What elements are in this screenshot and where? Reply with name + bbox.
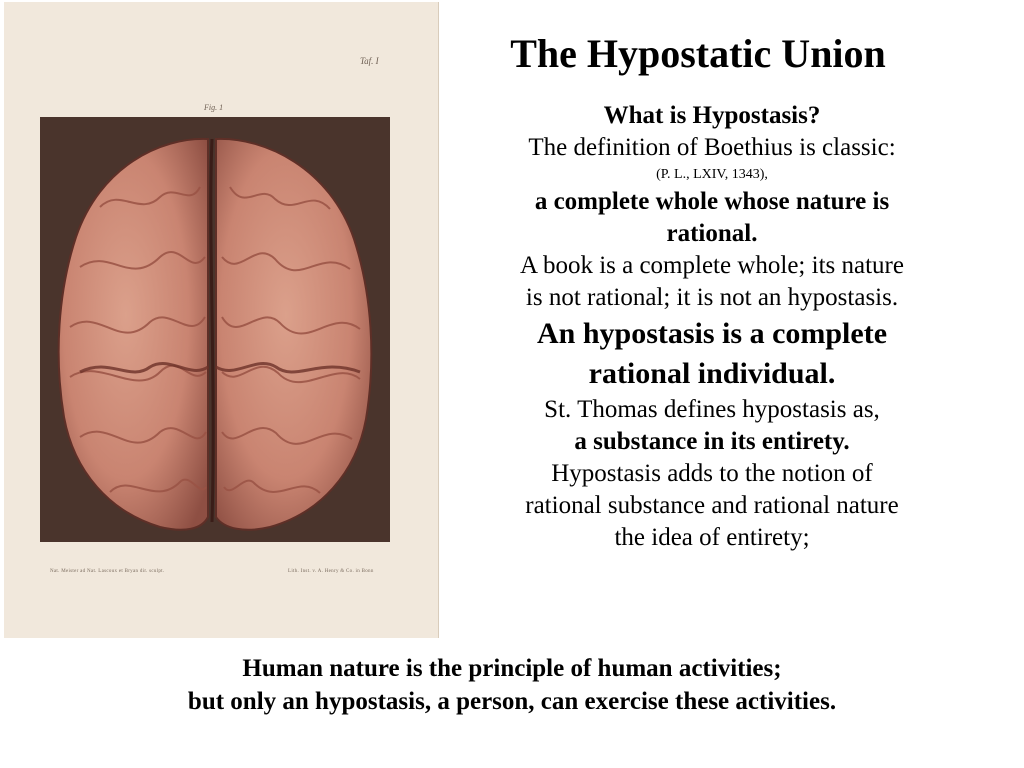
- book-line-2: is not rational; it is not an hypostasis.: [525, 284, 899, 311]
- plate-label: Taf. I: [360, 56, 379, 66]
- citation: (P. L., LXIV, 1343),: [656, 167, 768, 182]
- entirety-line-2: rational substance and rational nature: [525, 492, 899, 519]
- page-title: The Hypostatic Union: [510, 31, 886, 76]
- body-text: [446, 100, 978, 554]
- bottom-line-1: Human nature is the principle of human activities;: [242, 655, 782, 682]
- longitudinal-fissure: [211, 139, 213, 522]
- book-line-1: A book is a complete whole; its nature: [520, 252, 904, 279]
- brain-illustration-plate: [4, 2, 439, 638]
- plate-caption-left: Nat. Meister ad Nat. Lascoux et Bryan dir. sculpt.: [50, 569, 165, 574]
- thomas-definition: a substance in its entirety.: [574, 428, 850, 455]
- bottom-line-2: but only an hypostasis, a person, can exercise these activities.: [187, 688, 837, 715]
- plate-caption-right: Lith. Inst. v. A. Henry & Co. in Bonn: [288, 569, 374, 574]
- definition-intro: The definition of Boethius is classic:: [528, 134, 896, 161]
- right-hemisphere: [216, 139, 371, 530]
- thomas-line: St. Thomas defines hypostasis as,: [544, 396, 880, 423]
- definition-line-1: a complete whole whose nature is: [534, 188, 890, 215]
- brain-image: [40, 117, 390, 542]
- emphasis-line-2: rational individual.: [588, 357, 836, 390]
- entirety-line-1: Hypostasis adds to the notion of: [551, 460, 873, 487]
- entirety-line-3: the idea of entirety;: [614, 524, 810, 551]
- section-heading: What is Hypostasis?: [603, 102, 821, 129]
- bottom-statement: [0, 652, 1024, 718]
- definition-line-2: rational.: [666, 220, 758, 247]
- emphasis-line-1: An hypostasis is a complete: [536, 317, 888, 350]
- left-hemisphere: [59, 139, 208, 530]
- figure-label: Fig. 1: [204, 103, 224, 112]
